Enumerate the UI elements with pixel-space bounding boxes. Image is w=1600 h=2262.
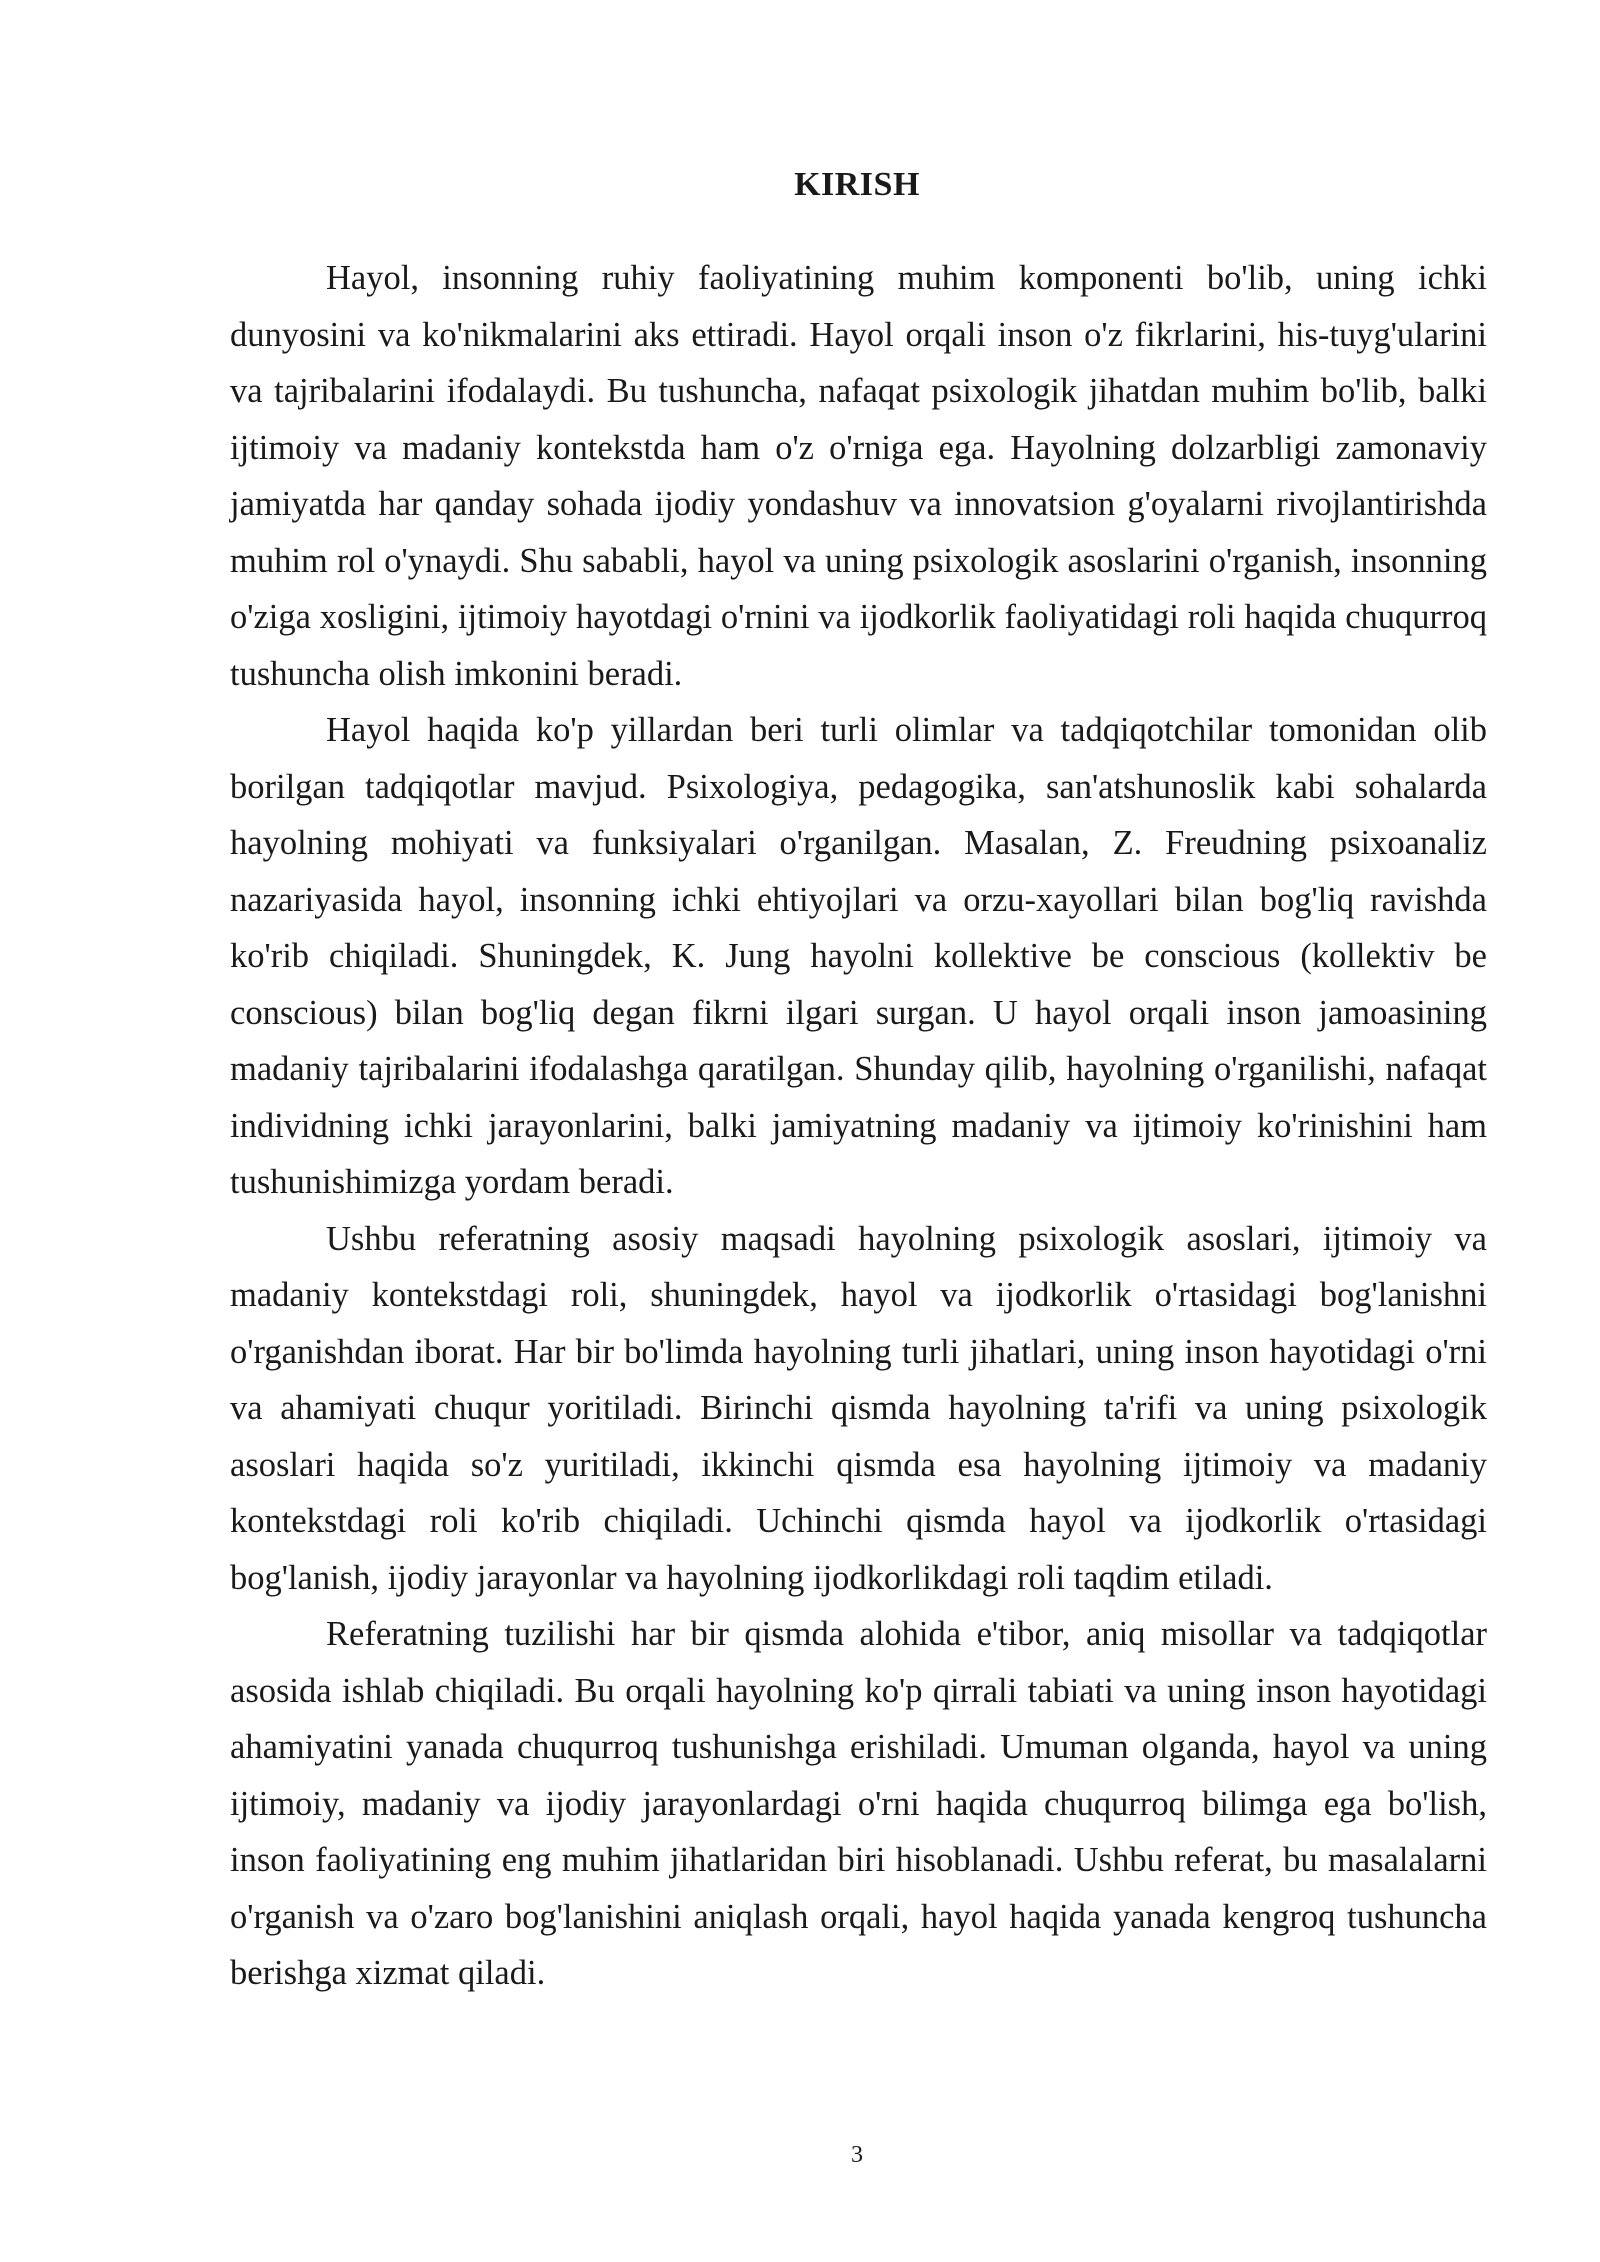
paragraph: Hayol haqida ko'p yillardan beri turli olimlar va tadqiqotchilar tomonidan olib borilgan tadqiqotlar mavjud. Psixologiya, pedagogika, san'atshunoslik kabi sohalarda hayolning mohiyati va funksiyalari o'rganilgan. Masalan, Z. Freudning psixoanaliz nazariyasida hayol, insonning ichki ehtiyojlari va orzu-xayollari bilan bog'liq ravishda ko'rib chiqiladi. Shuningdek, K. Jung hayolni kollektive be conscious (kollektiv be conscious) bilan bog'liq degan fikrni ilgari surgan. U hayol orqali inson jamoasining madaniy tajribalarini ifodalashga qaratilgan. Shunday qilib, hayolning o'rganilishi, nafaqat individning ichki jarayonlarini, balki jamiyatning madaniy va ijtimoiy ko'rinishini ham tushunishimizga yordam beradi.: [230, 711, 1487, 1201]
page-number: 3: [851, 2142, 863, 2168]
paragraph: Hayol, insonning ruhiy faoliyatining muhim komponenti bo'lib, uning ichki dunyosini va ko'nikmalarini aks ettiradi. Hayol orqali inson o'z fikrlarini, his-tuyg'ularini va tajribalarini ifodalaydi. Bu tushuncha, nafaqat psixologik jihatdan muhim bo'lib, balki ijtimoiy va madaniy kontekstda ham o'z o'rniga ega. Hayolning dolzarbligi zamonaviy jamiyatda har qanday sohada ijodiy yondashuv va innovatsion g'oyalarni rivojlantirishda muhim rol o'ynaydi. Shu sababli, hayol va uning psixologik asoslarini o'rganish, insonning o'ziga xosligini, ijtimoiy hayotdagi o'rnini va ijodkorlik faoliyatidagi roli haqida chuqurroq tushuncha olish imkonini beradi.: [230, 259, 1487, 693]
section-title: KIRISH: [794, 166, 920, 203]
paragraph: Ushbu referatning asosiy maqsadi hayolning psixologik asoslari, ijtimoiy va madaniy kontekstdagi roli, shuningdek, hayol va ijodkorlik o'rtasidagi bog'lanishni o'rganishdan iborat. Har bir bo'limda hayolning turli jihatlari, uning inson hayotidagi o'rni va ahamiyati chuqur yoritiladi. Birinchi qismda hayolning ta'rifi va uning psixologik asoslari haqida so'z yuritiladi, ikkinchi qismda esa hayolning ijtimoiy va madaniy kontekstdagi roli ko'rib chiqiladi. Uchinchi qismda hayol va ijodkorlik o'rtasidagi bog'lanish, ijodiy jarayonlar va hayolning ijodkorlikdagi roli taqdim etiladi.: [230, 1219, 1487, 1597]
paragraph: Referatning tuzilishi har bir qismda alohida e'tibor, aniq misollar va tadqiqotlar asosida ishlab chiqiladi. Bu orqali hayolning ko'p qirrali tabiati va uning inson hayotidagi ahamiyatini yanada chuqurroq tushunishga erishiladi. Umuman olganda, hayol va uning ijtimoiy, madaniy va ijodiy jarayonlardagi o'rni haqida chuqurroq bilimga ega bo'lish, inson faoliyatining eng muhim jihatlaridan biri hisoblanadi. Ushbu referat, bu masalalarni o'rganish va o'zaro bog'lanishini aniqlash orqali, hayol haqida yanada kengroq tushuncha berishga xizmat qiladi.: [230, 1615, 1487, 1992]
body-text: [230, 250, 1487, 2002]
